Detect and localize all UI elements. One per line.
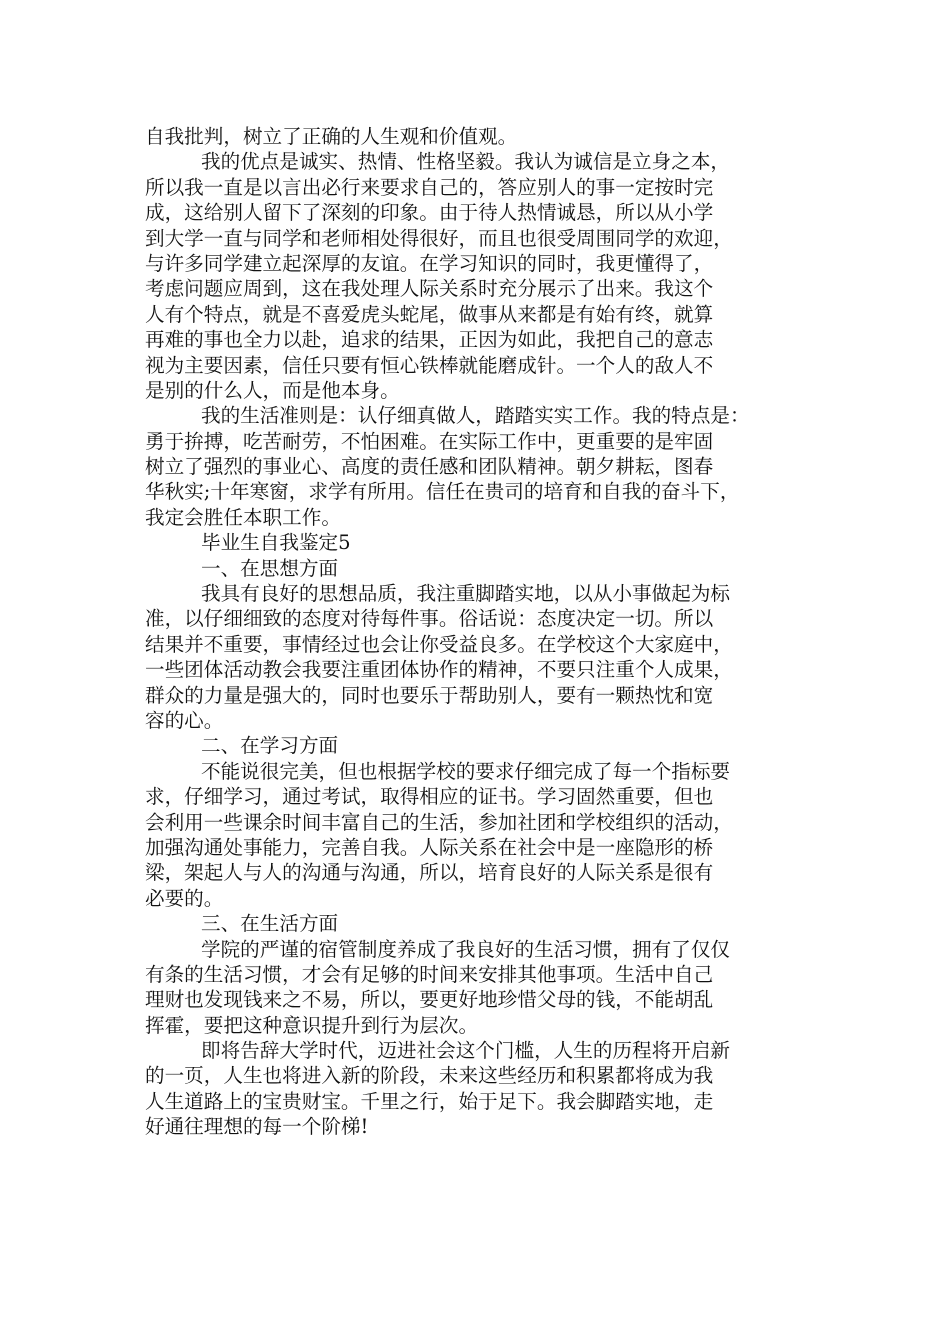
- text-line: 好通往理想的每一个阶梯!: [145, 1115, 369, 1139]
- text-line: 所以我一直是以言出必行来要求自己的，答应别人的事一定按时完: [145, 175, 714, 199]
- text-line: 准，以仔细细致的态度对待每件事。俗话说：态度决定一切。所以: [145, 607, 714, 631]
- text-line: 一些团体活动教会我要注重团体协作的精神，不要只注重个人成果，: [145, 658, 733, 682]
- text-line: 梁，架起人与人的沟通与沟通，所以，培育良好的人际关系是很有: [145, 861, 714, 885]
- text-line: 树立了强烈的事业心、高度的责任感和团队精神。朝夕耕耘，图春: [145, 455, 714, 479]
- text-line: 会利用一些课余时间丰富自己的生活，参加社团和学校组织的活动，: [145, 810, 733, 834]
- text-line: 的一页，人生也将进入新的阶段，未来这些经历和积累都将成为我: [145, 1064, 714, 1088]
- text-line: 结果并不重要，事情经过也会让你受益良多。在学校这个大家庭中，: [145, 632, 733, 656]
- text-line: 必要的。: [145, 886, 224, 910]
- text-line: 到大学一直与同学和老师相处得很好，而且也很受周围同学的欢迎，: [145, 226, 733, 250]
- text-line: 有条的生活习惯，才会有足够的时间来安排其他事项。生活中自己: [145, 962, 714, 986]
- paragraph-start-line: 毕业生自我鉴定5: [201, 531, 351, 555]
- paragraph-start-line: 学院的严谨的宿管制度养成了我良好的生活习惯，拥有了仅仅: [201, 937, 731, 961]
- text-line: 华秋实;十年寒窗，求学有所用。信任在贵司的培育和自我的奋斗下，: [145, 480, 740, 504]
- text-line: 勇于拚搏，吃苦耐劳，不怕困难。在实际工作中，更重要的是牢固: [145, 429, 714, 453]
- text-line: 容的心。: [145, 708, 224, 732]
- text-line: 我定会胜任本职工作。: [145, 505, 341, 529]
- document-body-text: [145, 124, 825, 1140]
- text-line: 与许多同学建立起深厚的友谊。在学习知识的同时，我更懂得了，: [145, 251, 714, 275]
- paragraph-start-line: 二、在学习方面: [201, 734, 339, 758]
- text-line: 人生道路上的宝贵财宝。千里之行，始于足下。我会脚踏实地，走: [145, 1089, 714, 1113]
- paragraph-start-line: 我的优点是诚实、热情、性格坚毅。我认为诚信是立身之本，: [201, 150, 731, 174]
- text-line: 成，这给别人留下了深刻的印象。由于待人热情诚恳，所以从小学: [145, 201, 714, 225]
- paragraph-start-line: 我具有良好的思想品质，我注重脚踏实地，以从小事做起为标: [201, 582, 731, 606]
- paragraph-start-line: 三、在生活方面: [201, 912, 339, 936]
- text-line: 再难的事也全力以赴，追求的结果，正因为如此，我把自己的意志: [145, 328, 714, 352]
- text-line: 群众的力量是强大的，同时也要乐于帮助别人，要有一颗热忱和宽: [145, 683, 714, 707]
- text-line: 考虑问题应周到，这在我处理人际关系时充分展示了出来。我这个: [145, 277, 714, 301]
- paragraph-start-line: 不能说很完美，但也根据学校的要求仔细完成了每一个指标要: [201, 759, 731, 783]
- text-line: 加强沟通处事能力，完善自我。人际关系在社会中是一座隐形的桥: [145, 835, 714, 859]
- text-line: 视为主要因素，信任只要有恒心铁棒就能磨成针。一个人的敌人不: [145, 353, 714, 377]
- paragraph-start-line: 我的生活准则是：认仔细真做人，踏踏实实工作。我的特点是：: [201, 404, 750, 428]
- paragraph-start-line: 即将告辞大学时代，迈进社会这个门槛，人生的历程将开启新: [201, 1039, 731, 1063]
- text-line: 人有个特点，就是不喜爱虎头蛇尾，做事从来都是有始有终，就算: [145, 302, 714, 326]
- text-line: 自我批判，树立了正确的人生观和价值观。: [145, 125, 518, 148]
- text-line: 求，仔细学习，通过考试，取得相应的证书。学习固然重要，但也: [145, 785, 714, 809]
- text-line: 理财也发现钱来之不易，所以，要更好地珍惜父母的钱，不能胡乱: [145, 988, 714, 1012]
- text-line: 是别的什么人，而是他本身。: [145, 378, 400, 402]
- paragraph-start-line: 一、在思想方面: [201, 556, 339, 580]
- text-line: 挥霍，要把这种意识提升到行为层次。: [145, 1013, 479, 1037]
